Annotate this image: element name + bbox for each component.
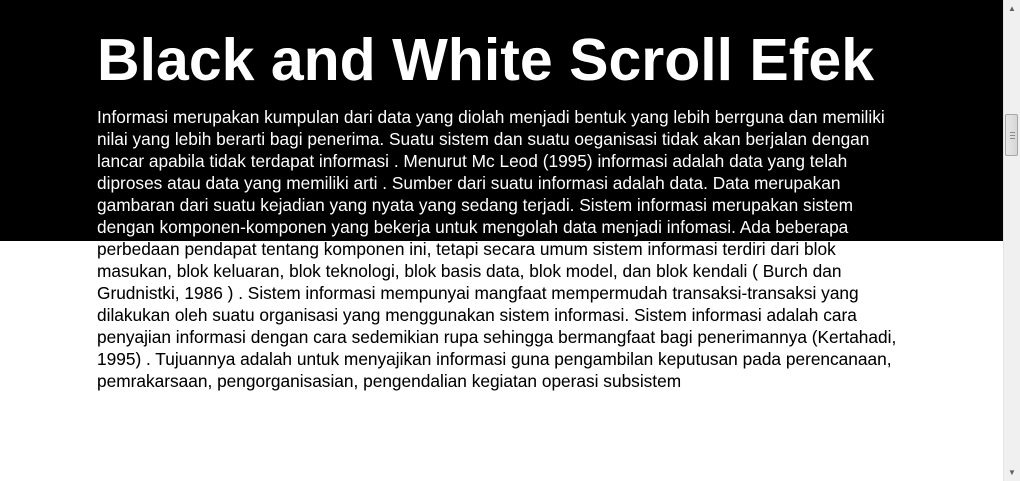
page-content	[97, 26, 907, 392]
arrow-down-icon[interactable]: ▼	[1008, 468, 1016, 477]
page-title: Black and White Scroll Efek	[97, 27, 875, 93]
scrollbar-track[interactable]	[1004, 17, 1020, 464]
thumb-grip-line	[1010, 138, 1015, 139]
vertical-scrollbar[interactable]	[1003, 0, 1020, 481]
scrollbar-thumb[interactable]	[1005, 114, 1018, 156]
body-paragraph: Informasi merupakan kumpulan dari data yang diolah menjadi bentuk yang lebih berrguna dan memiliki nilai yang lebih berarti bagi penerima. Suatu sistem dan suatu oeganisasi tidak akan berjalan dengan lancar apabila tidak terdapat informasi . Menurut Mc Leod (1995) informasi adalah data yang telah diproses atau data yang memiliki arti . Sumber dari suatu informasi adalah data. Data merupakan gambaran dari suatu kejadian yang nyata yang sedang terjadi. Sistem informasi merupakan sistem dengan komponen-komponen yang bekerja untuk mengolah data menjadi infomasi. Ada beberapa perbedaan pendapat tentang komponen ini, tetapi secara umum sistem informasi terdiri dari blok masukan, blok keluaran, blok teknologi, blok basis data, blok model, dan blok kendali ( Burch dan Grudnistki, 1986 ) . Sistem informasi mempunyai mangfaat mempermudah transaksi-transaksi yang dilakukan oleh suatu organisasi yang menggunakan sistem informasi. Sistem informasi adalah cara penyajian informasi dengan cara sedemikian rupa sehingga bermangfaat bagi penerimannya (Kertahadi, 1995) . Tujuannya adalah untuk menyajikan informasi guna pengambilan keputusan pada perencanaan, pemrakarsaan, pengorganisasian, pengendalian kegiatan operasi subsistem	[97, 107, 897, 391]
thumb-grip-line	[1010, 135, 1015, 136]
arrow-up-icon[interactable]: ▲	[1008, 4, 1016, 13]
thumb-grip-line	[1010, 132, 1015, 133]
